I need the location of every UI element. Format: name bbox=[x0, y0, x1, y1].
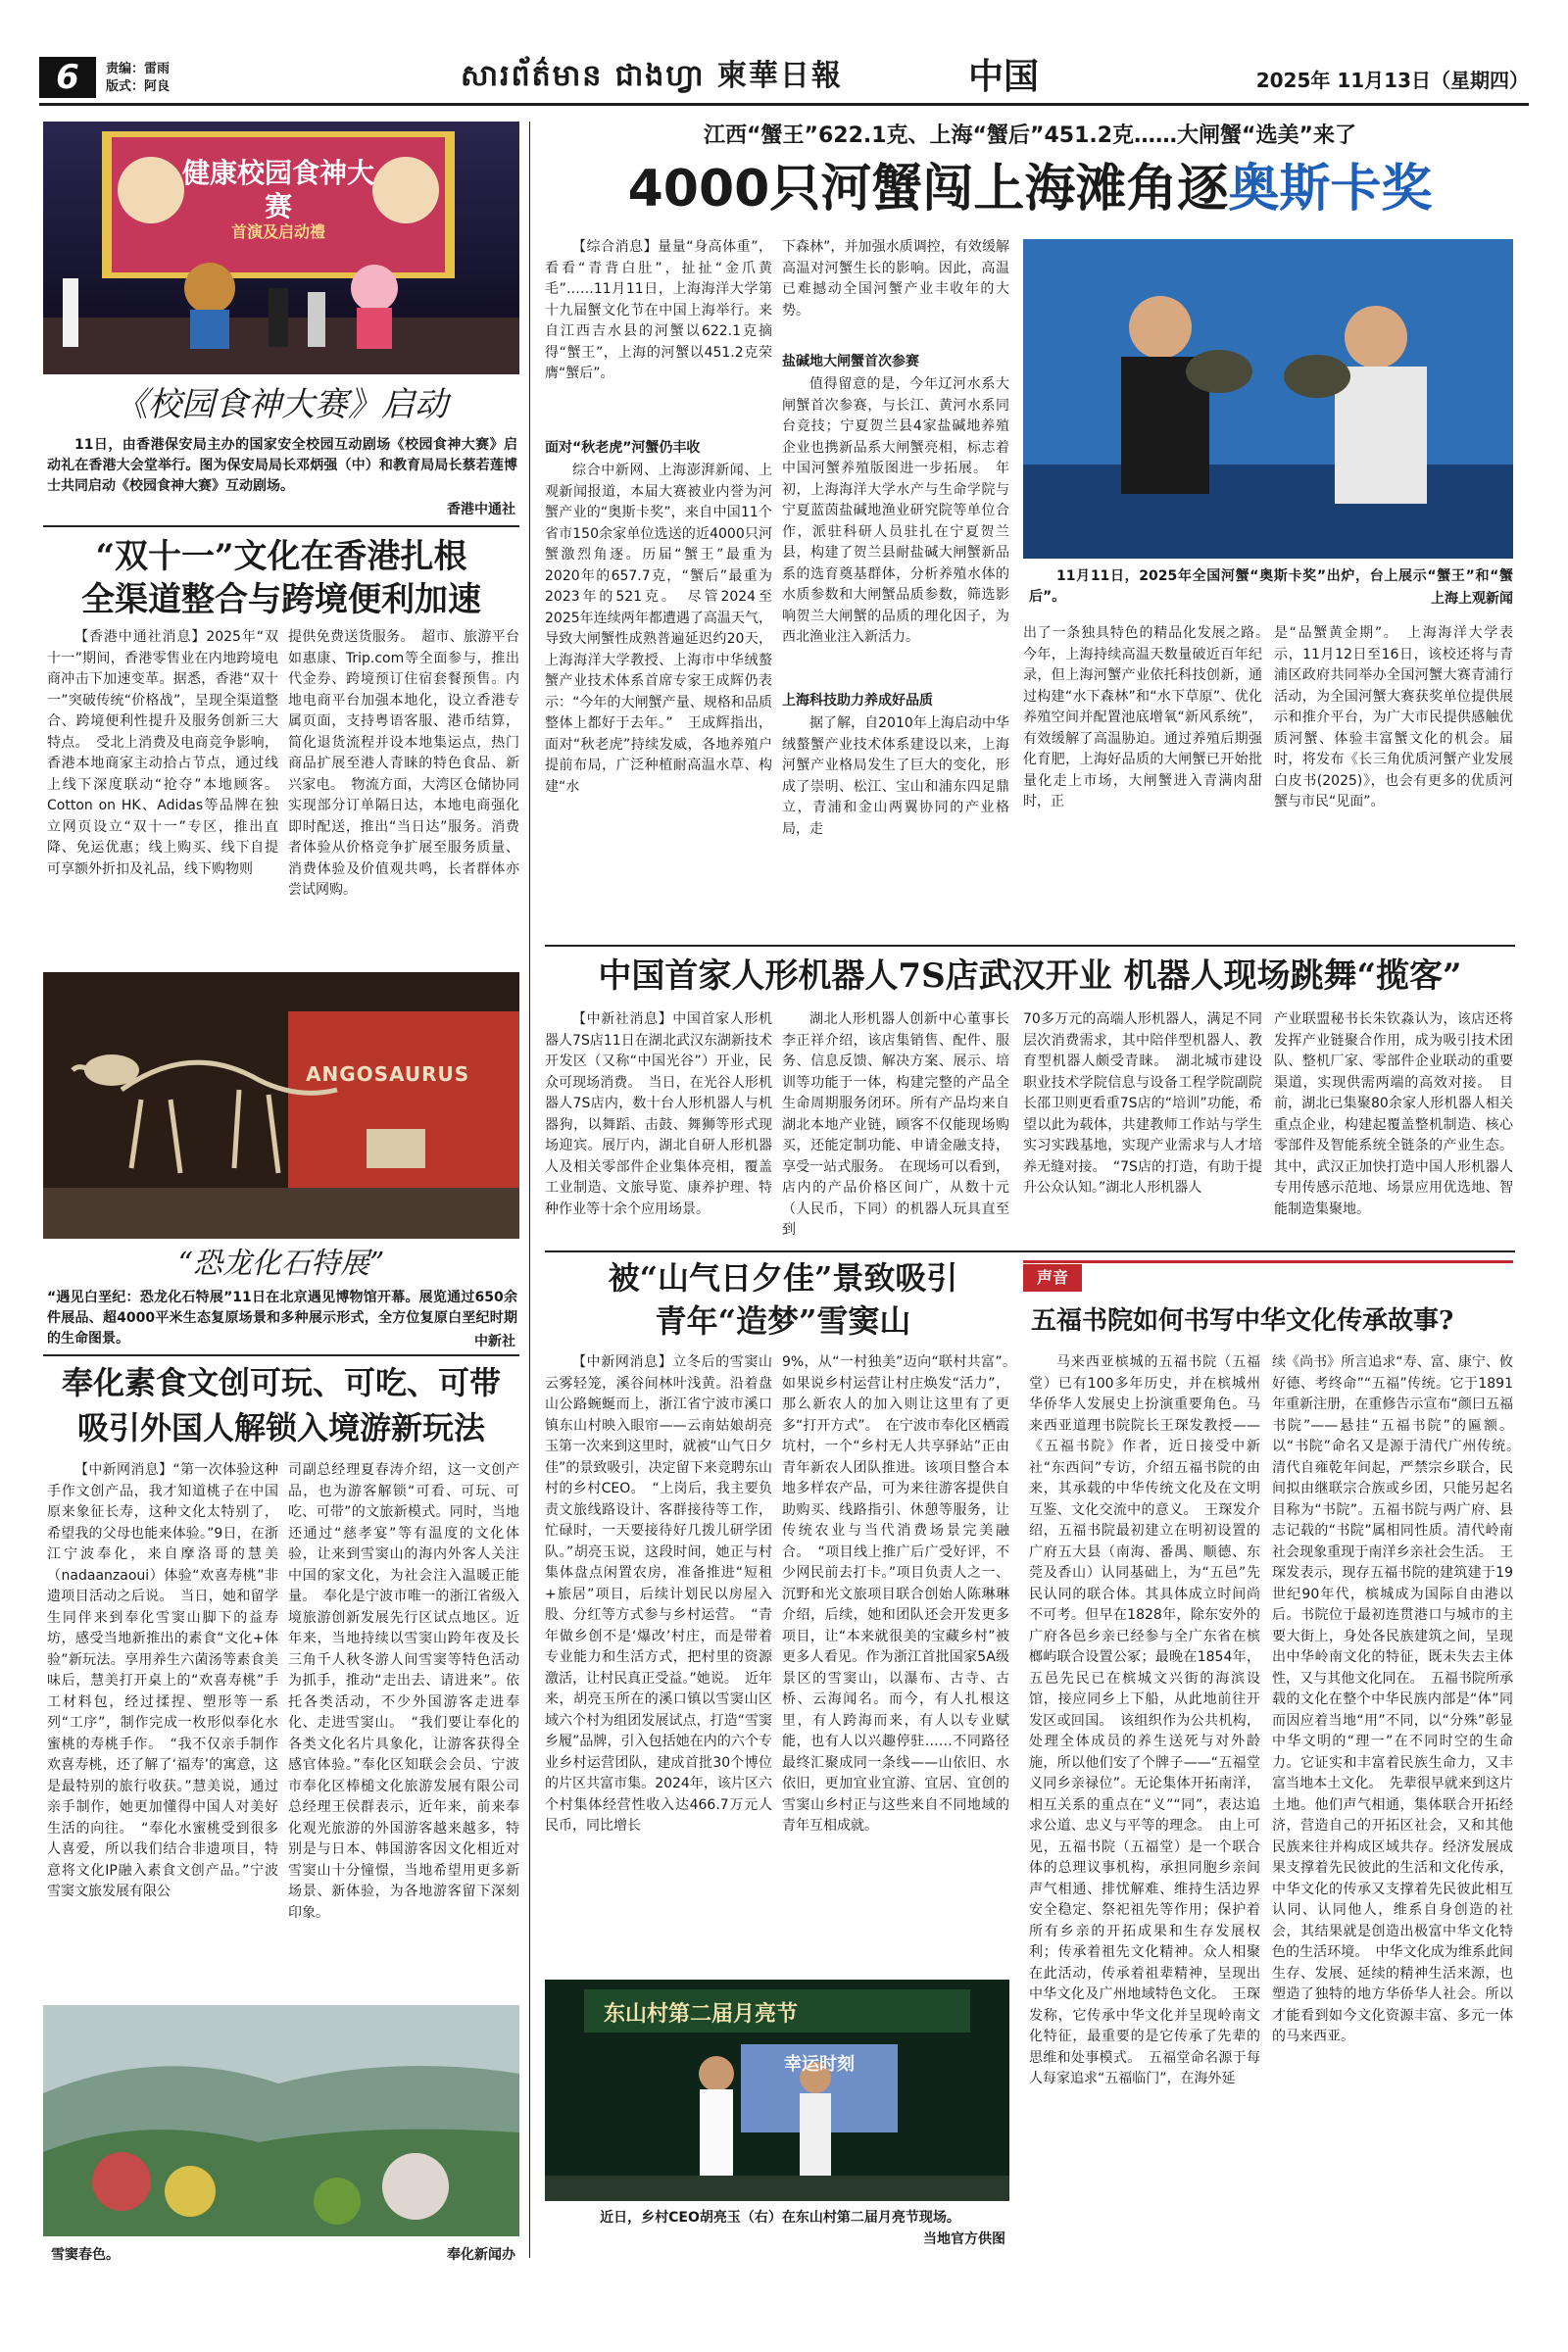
robot-title: 中国首家人形机器人7S店武汉开业 机器人现场跳舞“揽客” bbox=[598, 956, 1462, 996]
poster-title: 健康校园食神大赛 bbox=[181, 157, 374, 222]
wufu-col-2: 续《尚书》所言追求“寿、富、康宁、攸好德、考终命”“五福”传统。它于1891年重新注册，在重修告示宣布“颜曰五福书院”——悬挂“五福书院”的匾额。以“书院”命名又是源于清代广州传统。 清代自雍乾年间起，严禁宗乡联合，民间拟由继联宗合族或乡团，只能另起名目称为“书院”。五福书院与两广府、县志记载的“书院”属相同性质。清代岭南社会现象重现于南洋乡亲社会生活。 王琛发表示，现存五福书院的建筑建于19世纪90年代，槟城成为国际自由港以后。书院位于最初连贯港口与城市的主要大街上，身处各民族建筑之间，呈现出中华岭南文化的特征，既未失去主体性，又与其他文化同在。 五福书院所承载的文化在整个中华民族内部是“体”同而因应着当地“用”不同，以“分殊”彰显中华文明的“理一”在不同时空的生命力。它证实和丰富着民族生命力，又丰富当地本土文化。 先辈很早就来到这片土地。他们声气相通，集体联合开拓经济，营造自己的开拓区社会，又和其他民族来往并构成区域共存。经济发展成果支撑着先民彼此的生活和文化传承，中华文化的传承又支撑着先民彼此相互认同、认同他人，维系自身创造的社会，其结果就是创造出极富中华文化特色的生活环境。 中华文化成为维系此间生存、发展、延续的精神生活来源，也塑造了独特的地方华侨华人社会。所以才能看到如今文化资源丰富、多元一体的马来西亚。 bbox=[1272, 1354, 1527, 2044]
dinosaur-caption: “遇见白垩纪：恐龙化石特展”11日在北京遇见博物馆开幕。展览通过650余件展品、超4000平米生态复原场景和多种展示形式，全方位复原白垩纪时期的生命图景。 bbox=[47, 1290, 517, 1347]
campus-source: 香港中通社 bbox=[447, 502, 515, 517]
robot-col-3: 70多万元的高端人形机器人，满足不同层次消费需求，其中陪伴型机器人、教育型机器人颇受青睐。 湖北城市建设职业技术学院信息与设备工程学院副院长邵卫则更看重7S店的“培训”功能，希望以此为载体，共建教师工作站与学生实习实践基地，实现产业需求与人才培养无缝对接。 “7S店的打造，有助于提升公众认知。”湖北人形机器人 bbox=[1023, 1011, 1262, 1196]
divider bbox=[545, 945, 1515, 947]
crab-photo-source: 上海上观新闻 bbox=[1431, 591, 1513, 607]
robot-col-4: 产业联盟秘书长朱钦淼认为，该店还将发挥产业链聚合作用，成为吸引技术团队、整机厂家、零部件企业联动的重要渠道，实现供需两端的高效对接。 目前，湖北已集聚80余家人形机器人相关重点企业，构建起覆盖整机制造、核心零部件及智能系统全链条的产业生态。其中，武汉正加快打造中国人形机器人专用传感示范地、场景应用优选地、智能制造集聚地。 bbox=[1274, 1011, 1513, 1217]
wufu-col-1: 马来西亚槟城的五福书院（五福堂）已有100多年历史，并在槟城州华侨华人发展史上扮演重要角色。马来西亚道理书院院长王琛发教授——《五福书院》作者，近日接受中新社“东西问”专访，介绍五福书院的由来，其承载的中华传统文化及在文明互鉴、文化交流中的意义。 王琛发介绍，五福书院最初建立在明初设置的广府五大县（南海、番禺、顺德、东莞及香山）认同基础上，为“五邑”先民认同的联合体。其具体成立时间尚不可考。但早在1828年，除东安外的广府各邑乡亲已经参与全广东省在槟榔屿联合设置公冢；最晚在1854年，五邑先民已在槟城文兴街的海滨设馆，接应同乡上下船，从此地前往开发区或回国。 该组织作为公共机构，处理全体成员的养生送死与对外龄施，所以他们安了个牌子——“五福堂义同乡亲禄位”。无论集体开拓南洋，相互关系的重点在“义”“同”，表达追求公道、忠义与平等的理念。 由上可见，五福书院（五福堂）是一个联合体的总理议事机构，承担同胞乡亲间声气相通、排忧解难、维持生活边界安全稳定、祭祀祖先等作用；保护着所有乡亲的开拓成果和生存发展权利；传承着祖先文化精神。众人相聚在此活动，传承着祖辈精神，呈现出中华文化及广州地域特色文化。 王琛发称，它传承中华文化并呈现岭南文化特征，最重要的是它传承了先辈的思维和处事模式。 五福堂命名源于每人每家追求“五福临门”，在海外延 bbox=[1029, 1354, 1260, 2086]
crab-title bbox=[545, 157, 1515, 221]
campus-stage-photo bbox=[43, 122, 519, 374]
festival-source: 当地官方供图 bbox=[923, 2231, 1005, 2247]
festival-banner: 东山村第二届月亮节 bbox=[604, 2001, 799, 2027]
crab-col-2b: 值得留意的是，今年辽河水系大闸蟹首次参赛，与长江、黄河水系同台竞技；宁夏贺兰县4家盐碱地养殖企业也携新品系大闸蟹亮相，标志着中国河蟹养殖版图进一步拓展。 年初，上海海洋大学水产与生命学院与宁夏蓝茵盐碱地渔业研究院等单位合作，派驻科研人员驻扎在宁夏贺兰县，构建了贺兰县耐盐碱大闸蟹新品系的选育奠基群体，分析养殖水体的水质参数和大闸蟹品质参数，筛选影响贺兰大闸蟹的品质的理化因子，为西北渔业注入新活力。 bbox=[782, 376, 1009, 645]
crab-photo-caption: 11月11日，2025年全国河蟹“奥斯卡奖”出炉，台上展示“蟹王”和“蟹后”。 bbox=[1029, 568, 1513, 605]
snow-valley-photo bbox=[43, 2005, 519, 2236]
dinosaur-title: “恐龙化石特展” bbox=[177, 1247, 385, 1281]
fenghua-title-2: 吸引外国人解锁入境游新玩法 bbox=[76, 1409, 485, 1446]
issue-date: 2025年 11月13日（星期四） bbox=[1255, 69, 1529, 92]
crab-col-2a: 下森林”，并加强水质调控，有效缓解高温对河蟹生长的影响。因此，高温已难撼动全国河蟹产业丰收年的大势。 bbox=[782, 239, 1009, 318]
dinosaur-photo bbox=[43, 972, 519, 1239]
robot-col-2: 湖北人形机器人创新中心董事长李正祥介绍，该店集销售、配件、服务、信息反馈、解决方案、展示、培训等功能于一体，构建完整的产品全生命周期服务闭环。所有产品均来自湖北本地产业链，顾客不仅能现场购买，还能定制功能、申请金融支持，享受一站式服务。 在现场可以看到，店内的产品价格区间广，从数十元（人民币，下同）的机器人玩具直至到 bbox=[782, 1011, 1009, 1238]
exhibit-sign: ANGOSAURUS bbox=[306, 1062, 470, 1086]
wufu-title: 五福书院如何书写中华文化传承故事? bbox=[1031, 1306, 1454, 1336]
editor-credits: 责编：雷雨 版式：阿良 bbox=[106, 62, 171, 94]
festival-caption: 近日，乡村CEO胡亮玉（右）在东山村第二届月亮节现场。 bbox=[600, 2210, 960, 2226]
page-number: 6 bbox=[39, 57, 96, 98]
masthead: សារព័ត៌មាន ជាងហ្វា 柬華日報 bbox=[461, 59, 843, 93]
crab-col-1a: 【综合消息】量量“身高体重”，看看“青背白肚”，扯扯“金爪黄毛”……11月11日，上海海洋大学第十九届蟹文化节在中国上海举行。来自江西吉水县的河蟹以622.1克摘得“蟹王”，上海的河蟹以451.2克荣膺“蟹后”。 bbox=[545, 239, 772, 381]
crab-title-main: 4000只河蟹闯上海滩角逐 bbox=[627, 160, 1229, 219]
divider bbox=[43, 1354, 519, 1356]
divider bbox=[43, 525, 519, 527]
crab-col-4: 是“品蟹黄金期”。 上海海洋大学表示，11月12日至16日，该校还将与青浦区政府共同举办全国河蟹大赛青浦行活动，为全国河蟹大赛获奖单位提供展示和推介平台，为广大市民提供感触优质河蟹、体验丰富蟹文化的机会。届时，将发布《长三角优质河蟹产业发展白皮书(2025)》，也会有更多的优质河蟹与市民“见面”。 bbox=[1274, 625, 1513, 809]
dinosaur-illustration bbox=[43, 972, 519, 1239]
snow-valley-caption: 雪窦春色。 bbox=[51, 2247, 120, 2263]
crab-col-2c: 据了解，自2010年上海启动中华绒螯蟹产业技术体系建设以来，上海河蟹产业格局发生了巨大的变化，形成了崇明、松江、宝山和浦东四足鼎立，青浦和金山两翼协同的产业格局，走 bbox=[782, 715, 1009, 837]
crab-col-1b: 综合中新网、上海澎湃新闻、上观新闻报道，本届大赛被业内誉为河蟹产业的“奥斯卡奖”，来自中国11个省市150余家单位选送的近4000只河蟹激烈角逐。历届“蟹王”最重为2020年的657.7克，“蟹后”最重为2023年的521克。 尽管2024至2025年连续两年都遭遇了高温天气，导致大闸蟹性成熟普遍延迟约20天，上海海洋大学教授、上海市中华绒螯蟹产业技术体系首席专家王成辉仍表示：“今年的大闸蟹产量、规格和品质整体上都好于去年。” 王成辉指出，面对“秋老虎”持续发威，各地养殖户提前布局，广泛种植耐高温水草、构建“水 bbox=[545, 463, 772, 795]
voice-tag: 声音 bbox=[1023, 1264, 1082, 1292]
festival-sign: 幸运时刻 bbox=[784, 2054, 855, 2075]
youth-title-2: 青年“造梦”雪窦山 bbox=[655, 1302, 911, 1340]
double11-title-2: 全渠道整合与跨境便利加速 bbox=[81, 580, 481, 619]
crab-col-3: 出了一条独具特色的精品化发展之路。 今年，上海持续高温天数量破近百年纪录，但上海河蟹产业依托科技创新，通过构建“水下森林”和“水下草原”、优化养殖空间并配置池底增氧“新风系统”，有效缓解了高温胁迫。通过养殖后期强化育肥，上海好品质的大闸蟹已开始批量化走上市场，大闸蟹进入青满肉甜时，正 bbox=[1023, 625, 1276, 809]
dinosaur-source: 中新社 bbox=[474, 1334, 515, 1349]
snow-valley-source: 奉化新闻办 bbox=[447, 2247, 515, 2263]
fenghua-title-1: 奉化素食文创可玩、可吃、可带 bbox=[61, 1364, 501, 1401]
crab-subhead-2: 盐碱地大闸蟹首次参赛 bbox=[782, 354, 919, 369]
youth-col-1: 【中新网消息】立冬后的雪窦山云雾轻笼，溪谷间林叶浅黄。沿着盘山公路蜿蜒而上，浙江省宁波市溪口镇东山村映入眼帘——云南姑娘胡亮玉第一次来到这里时，就被“山气日夕佳”的景致吸引，决定留下来竞聘东山村的乡村CEO。 “上岗后，我主要负责文旅线路设计、客群接待等工作，忙碌时，一天要接待好几拨儿研学团队。”胡亮玉说，这段时间，她正与村集体盘点闲置农房，准备推进“短租+旅居”项目，后续计划民以房屋入股、分红等方式参与乡村运营。 “青年做乡创不是‘爆改’村庄，而是带着专业能力和生活方式，把村里的资源激活，让村民真正受益。”她说。 近年来，胡亮玉所在的溪口镇以雪窦山区域六个村为组团发展试点，打造“雪窦乡履”品牌，引入包括她在内的六个专业乡村运营团队，建成首批30个博位的片区共富市集。2024年，该片区六个村集体经营性收入达466.7万元人民币，同比增长 bbox=[545, 1354, 772, 1834]
column-divider bbox=[529, 122, 530, 2258]
campus-title: 《校园食神大赛》启动 bbox=[115, 385, 448, 424]
crab-illustration bbox=[1023, 239, 1513, 559]
mountain-illustration bbox=[43, 2005, 519, 2236]
page-header bbox=[39, 51, 1529, 106]
crab-photo bbox=[1023, 239, 1513, 559]
moon-festival-photo bbox=[545, 1980, 1009, 2201]
divider bbox=[545, 1250, 1515, 1252]
crab-subtitle: 江西“蟹王”622.1克、上海“蟹后”451.2克……大闸蟹“选美”来了 bbox=[704, 123, 1356, 148]
poster-subtitle: 首演及启动禮 bbox=[230, 222, 325, 241]
double11-col-1: 【香港中通社消息】2025年“双十一”期间，香港零售业在内地跨境电商冲击下加速变革。据悉，香港“双十一”突破传统“价格战”，呈现全渠道整合、跨境便利性提升及服务创新三大特点。 受北上消费及电商竞争影响，香港本地商家主动拾占节点，通过线上线下深度联动“抢夺”本地顾客。Cotton on HK、Adidas等品牌在独立网页设立“双十一”专区，推出直降、免运优惠；线上购买、线下自提可享额外折扣及礼品，线下购物则 bbox=[47, 629, 278, 877]
double11-title-1: “双十一”文化在香港扎根 bbox=[95, 537, 467, 576]
double11-col-2: 提供免费送货服务。 超市、旅游平台如惠康、Trip.com等全面参与，推出代金券、跨境预订住宿套餐预售。内地电商平台加强本地化，设立香港专属页面，支持粤语客服、港币结算，简化退货流程并设本地集运点，热门商品扩展至港人青睐的特色食品、新兴家电。 物流方面，大湾区仓储协同实现部分订单隔日达，本地电商强化即时配送，推出“当日达”服务。消费者体验从价格竞争扩展至服务质量、消费体验及价值观共鸣，长者群体亦尝试网购。 bbox=[288, 629, 519, 898]
fenghua-col-2: 司副总经理夏春涛介绍，这一文创产品，也为游客解锁“可看、可玩、可吃、可带”的文旅新模式。同时，当地还通过“慈孝宴”等有温度的文化体验，让来到雪窦山的海内外客人关注中国的家文化，为社会注入温暖正能量。 奉化是宁波市唯一的浙江省级入境旅游创新发展先行区试点地区。近年来，当地持续以雪窦山跨年夜及长三角千人秋冬游人间雪窦等特色活动为抓手，推动“走出去、请进来”。依托各类活动，不少外国游客走进奉化、走进雪窦山。 “我们要让奉化的各类文化名片具象化，让游客获得全感官体验。”奉化区知联会会员、宁波市奉化区棒槌文化旅游发展有限公司总经理王侯群表示，近年来，前来奉化观光旅游的外国游客越来越多，特别是与日本、韩国游客因文化相近对雪窦山十分憧憬，当地希望用更多新场景、新体验，为各地游客留下深刻印象。 bbox=[288, 1462, 519, 1921]
youth-col-2: 9%，从“一村独美”迈向“联村共富”。 如果说乡村运营让村庄焕发“活力”，那么新农人的加入则让这里有了更多“打开方式”。 在宁波市奉化区栖霞坑村，一个“乡村无人共享驿站”正由青年新农人团队推进。该项目整合本地多样农产品，可为来往游客提供自助购买、线路指引、休憩等服务，让传统农业与当代消费场景完美融合。 “项目线上推广后广受好评，不少网民前去打卡。”项目负责人之一、沉野和光文旅项目联合创始人陈琳琳介绍，后续，她和团队还会开发更多项目，让“本来就很美的宝藏乡村”被更多人看见。作为浙江首批国家5A级景区的雪窦山，以瀑布、古寺、古桥、云海闻名。而今，有人扎根这里，有人跨海而来，有人以专业赋能，也有人以兴趣停驻……不同路径最终汇聚成同一条线——山依旧、水依旧，更加宜业宜游、宜居、宜创的雪窦山乡村正与这些来自不同地域的青年互相成就。 bbox=[782, 1354, 1023, 1834]
campus-caption: 11日，由香港保安局主办的国家安全校园互动剧场《校园食神大赛》启动礼在香港大会堂举行。图为保安局局长邓炳强（中）和教育局局长蔡若莲博士共同启动《校园食神大赛》互动剧场。 bbox=[47, 437, 517, 494]
youth-title-1: 被“山气日夕佳”景致吸引 bbox=[608, 1259, 958, 1297]
crab-subhead-1: 面对“秋老虎”河蟹仍丰收 bbox=[545, 440, 701, 456]
fenghua-col-1: 【中新网消息】“第一次体验这种手作文创产品，我才知道桃子在中国原来象征长寿，这种文化太特别了，希望我的父母也能来体验。”9日，在浙江宁波奉化，来自摩洛哥的慧美（nadaanzaoui）体验“欢喜寿桃”非遗项目活动之后说。 当日，她和留学生同伴来到奉化雪窦山脚下的益寿坊，感受当地新推出的素食“文化+体验”新玩法。享用养生六菌汤等素食美味后，慧美打开桌上的“欢喜寿桃”手工材料包，经过揉捏、塑形等一系列“工序”，制作完成一枚形似奉化水蜜桃的寿桃手作。 “我不仅亲手制作欢喜寿桃，还了解了‘福寿’的寓意，这是最特别的旅行收获。”慧美说，通过亲手制作，她更加懂得中国人对美好生活的向往。 “奉化水蜜桃受到很多人喜爱，所以我们结合非遗项目，特意将文化IP融入素食文创产品。”宁波雪窦文旅发展有限公 bbox=[47, 1462, 278, 1899]
crab-title-accent: 奥斯卡奖 bbox=[1228, 160, 1433, 219]
section-title: 中国 bbox=[968, 56, 1040, 97]
crab-subhead-3: 上海科技助力养成好品质 bbox=[782, 693, 933, 709]
robot-col-1: 【中新社消息】中国首家人形机器人7S店11日在湖北武汉东湖新技术开发区（又称“中国光谷”）开业，民众可现场消费。 当日，在光谷人形机器人7S店内，数十台人形机器人与机器狗，以舞蹈、击鼓、舞狮等形式现场迎宾。展厅内，湖北自研人形机器人及相关零部件企业集体亮相，覆盖工业制造、文旅导览、康养护理、特种作业等十余个应用场景。 bbox=[545, 1011, 772, 1217]
